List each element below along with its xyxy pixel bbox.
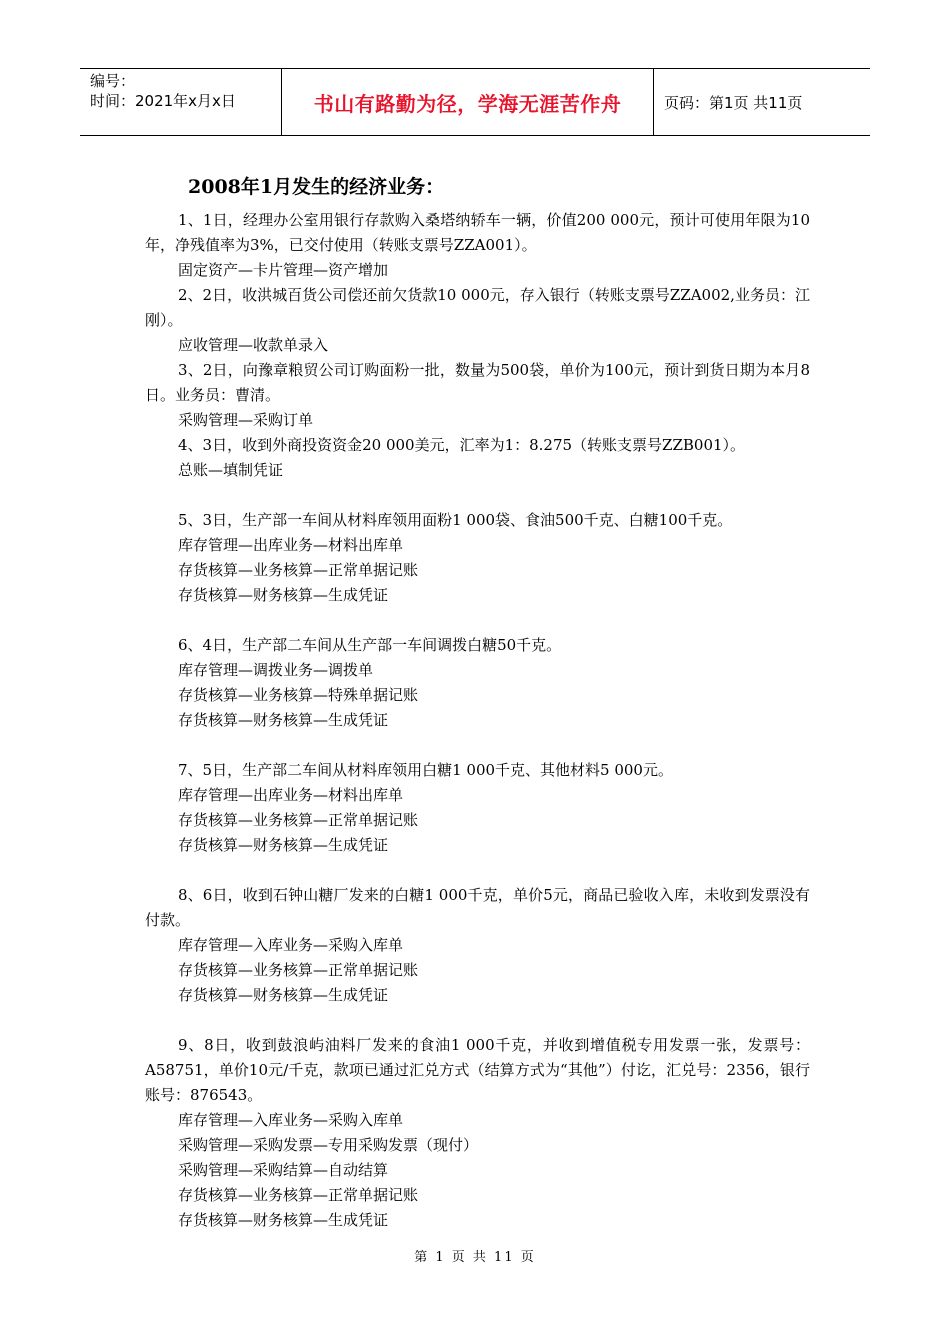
item-operation: 存货核算—财务核算—生成凭证	[178, 986, 389, 1004]
item-operation: 存货核算—财务核算—生成凭证	[178, 711, 389, 729]
spacer	[145, 1008, 810, 1033]
spacer	[145, 608, 810, 633]
document-number-label: 编号：	[90, 72, 136, 90]
item-text: 5、3日，生产部一车间从材料库领用面粉1 000袋、食油500千克、白糖100千克。	[178, 511, 733, 529]
item-operation: 存货核算—业务核算—特殊单据记账	[178, 686, 419, 704]
document-title: 2008年1月发生的经济业务：	[188, 176, 445, 198]
item-text: 1、1日，经理办公室用银行存款购入桑塔纳轿车一辆，价值200 000元，预计可使用年限为10年，净残值率为3%，已交付使用（转账支票号ZZA001）。	[145, 211, 810, 254]
item-operation: 采购管理—采购发票—专用采购发票（现付）	[178, 1136, 479, 1154]
header-page-info: 页码：第1页 共11页	[664, 93, 803, 112]
item-operation: 库存管理—入库业务—采购入库单	[178, 936, 404, 954]
item-operation: 采购管理—采购订单	[178, 411, 314, 429]
item-operation: 存货核算—业务核算—正常单据记账	[178, 961, 419, 979]
header-meta	[80, 69, 282, 135]
item-operation: 存货核算—业务核算—正常单据记账	[178, 561, 419, 579]
item-text: 6、4日，生产部二车间从生产部一车间调拨白糖50千克。	[178, 636, 562, 654]
document-body	[145, 208, 810, 1233]
spacer	[145, 483, 810, 508]
item-text: 7、5日，生产部二车间从材料库领用白糖1 000千克、其他材料5 000元。	[178, 761, 673, 779]
page-footer: 第 1 页 共 11 页	[414, 1250, 536, 1265]
item-operation: 存货核算—财务核算—生成凭证	[178, 586, 389, 604]
page-header	[80, 68, 870, 136]
item-operation: 库存管理—入库业务—采购入库单	[178, 1111, 404, 1129]
item-text: 2、2日，收洪城百货公司偿还前欠货款10 000元，存入银行（转账支票号ZZA002,业务员：江刚）。	[145, 286, 810, 329]
spacer	[145, 858, 810, 883]
item-operation: 采购管理—采购结算—自动结算	[178, 1161, 389, 1179]
item-text: 8、6日，收到石钟山糖厂发来的白糖1 000千克，单价5元，商品已验收入库，未收到发票没有付款。	[145, 886, 810, 929]
item-operation: 应收管理—收款单录入	[178, 336, 329, 354]
item-operation: 库存管理—出库业务—材料出库单	[178, 786, 404, 804]
header-motto: 书山有路勤为径，学海无涯苦作舟	[282, 69, 654, 135]
item-operation: 固定资产—卡片管理—资产增加	[178, 261, 389, 279]
item-operation: 存货核算—业务核算—正常单据记账	[178, 811, 419, 829]
item-text: 9、8日，收到鼓浪屿油料厂发来的食油1 000千克，并收到增值税专用发票一张，发票号：A58751，单价10元/千克，款项已通过汇兑方式（结算方式为“其他”）付讫，汇兑号：2356，银行账号：876543。	[145, 1036, 810, 1104]
item-text: 3、2日，向豫章粮贸公司订购面粉一批，数量为500袋，单价为100元，预计到货日期为本月8日。业务员：曹清。	[145, 361, 810, 404]
item-operation: 库存管理—出库业务—材料出库单	[178, 536, 404, 554]
item-text: 4、3日，收到外商投资资金20 000美元，汇率为1：8.275（转账支票号ZZB001）。	[178, 436, 746, 454]
document-time: 时间：2021年x月x日	[90, 92, 236, 110]
item-operation: 总账—填制凭证	[178, 461, 284, 479]
item-operation: 库存管理—调拨业务—调拨单	[178, 661, 374, 679]
item-operation: 存货核算—业务核算—正常单据记账	[178, 1186, 419, 1204]
item-operation: 存货核算—财务核算—生成凭证	[178, 1211, 389, 1229]
item-operation: 存货核算—财务核算—生成凭证	[178, 836, 389, 854]
spacer	[145, 733, 810, 758]
